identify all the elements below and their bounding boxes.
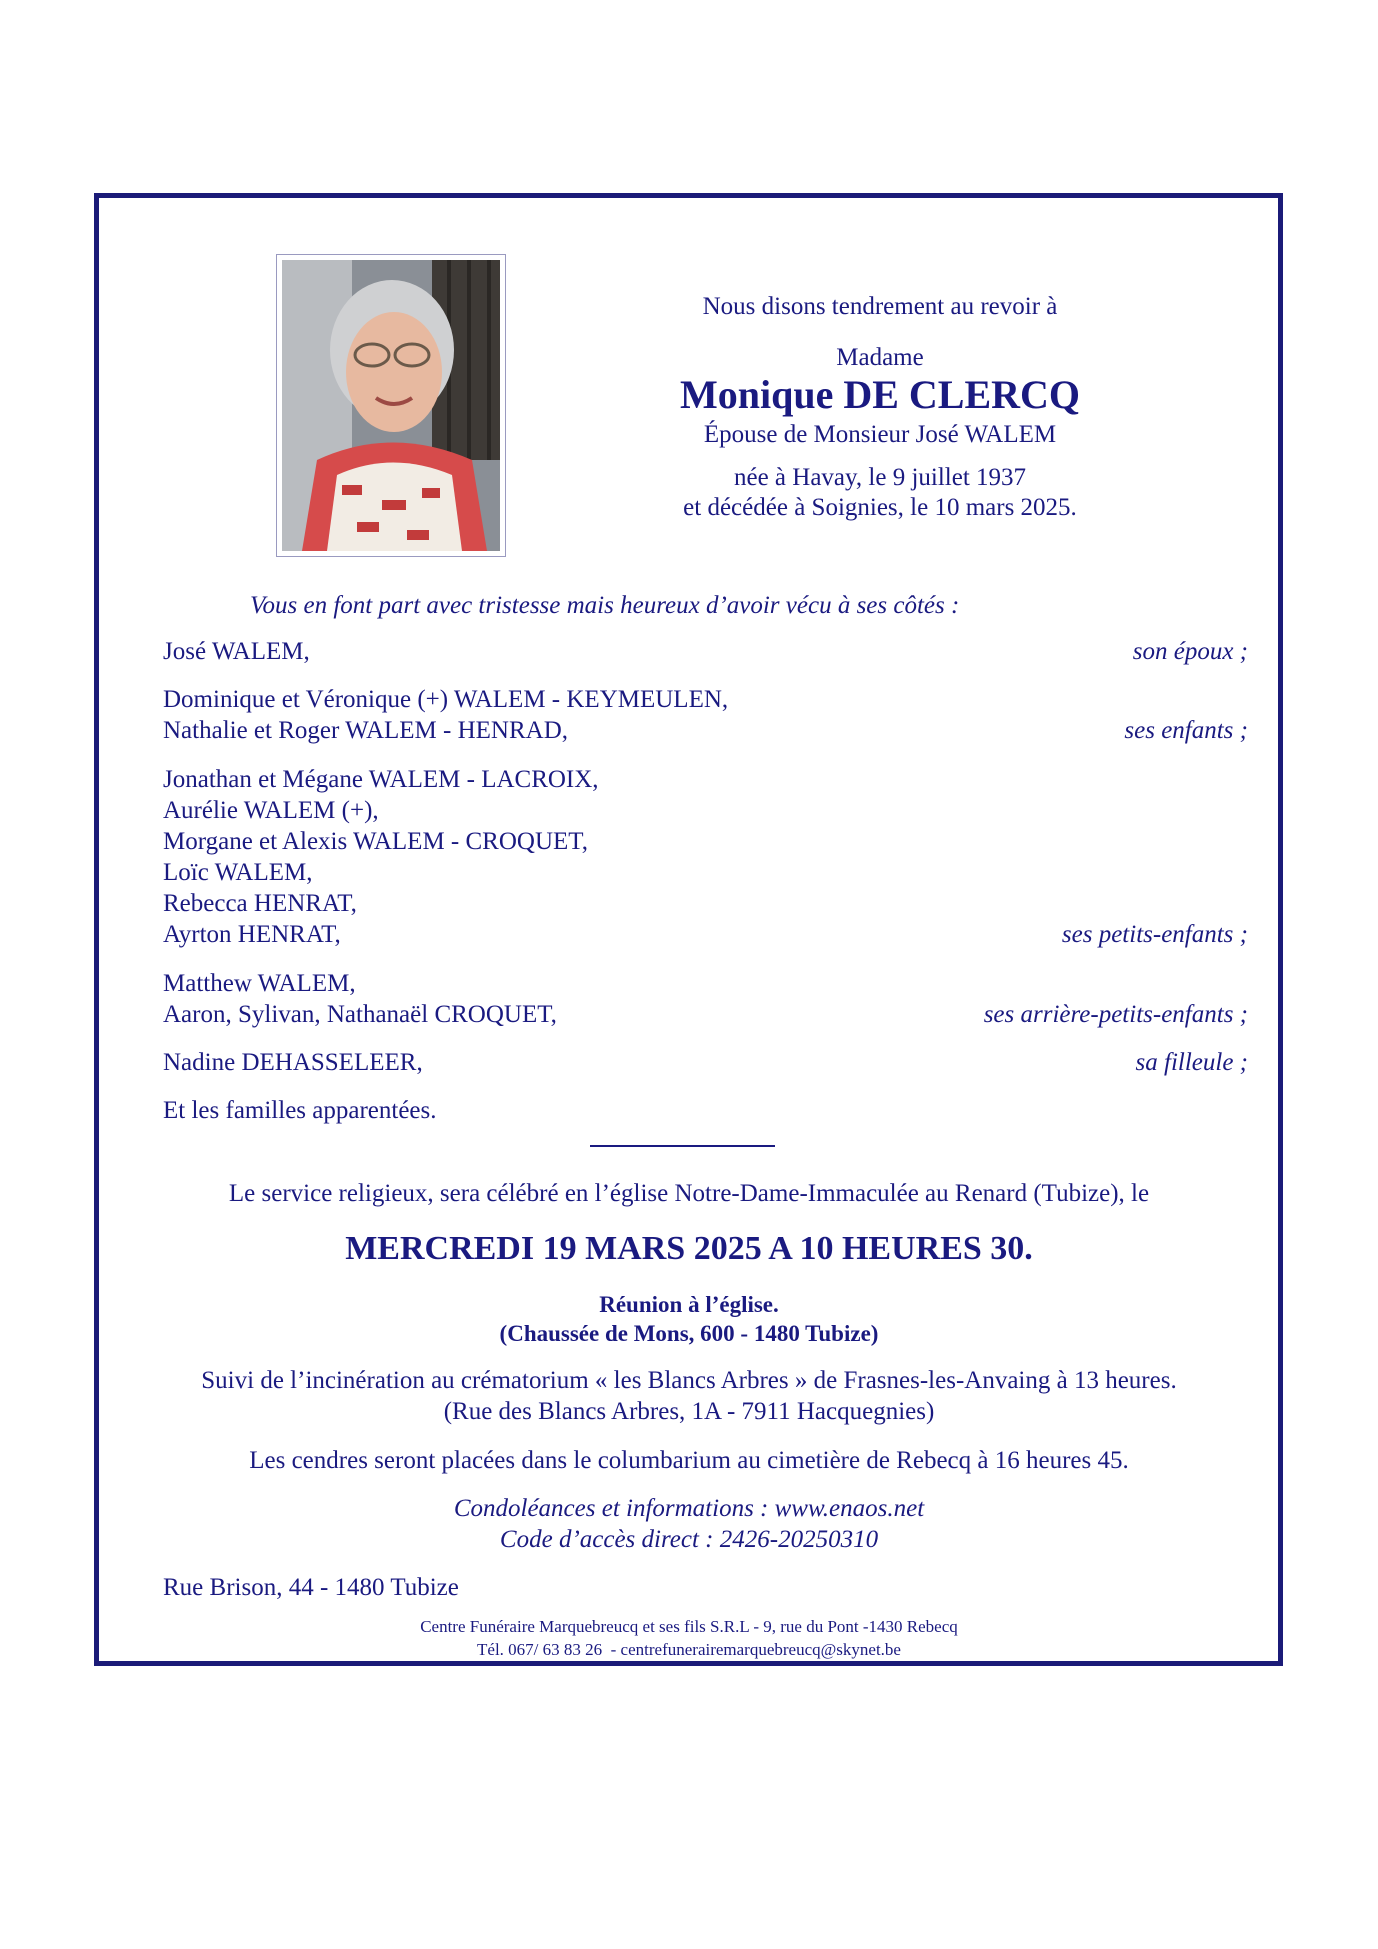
family-name: Aaron, Sylivan, Nathanaël CROQUET, — [163, 1001, 557, 1028]
funeral-home: Centre Funéraire Marquebreucq et ses fils S.R.L - 9, rue du Pont -1430 Rebecq — [420, 1617, 958, 1636]
related-families: Et les familles apparentées. — [163, 1097, 437, 1124]
relation-label: son époux ; — [1132, 638, 1248, 665]
portrait-photo — [276, 254, 506, 557]
death-line: et décédée à Soignies, le 10 mars 2025. — [683, 494, 1077, 521]
intro-line: Nous disons tendrement au revoir à — [702, 293, 1058, 320]
family-name: Loïc WALEM, — [163, 859, 313, 886]
service-date: MERCREDI 19 MARS 2025 A 10 HEURES 30. — [345, 1230, 1033, 1267]
relation-label: ses petits-enfants ; — [1061, 921, 1248, 948]
relation-label: ses enfants ; — [1124, 717, 1248, 744]
family-name: Nathalie et Roger WALEM - HENRAD, — [163, 717, 569, 744]
ashes-line: Les cendres seront placées dans le columbarium au cimetière de Rebecq à 16 heures 45. — [249, 1447, 1129, 1474]
access-code: Code d’accès direct : 2426-20250310 — [499, 1526, 879, 1553]
deceased-name: Monique DE CLERCQ — [679, 372, 1081, 417]
family-name: Dominique et Véronique (+) WALEM - KEYMEULEN, — [163, 686, 729, 713]
family-name: Jonathan et Mégane WALEM - LACROIX, — [163, 766, 599, 793]
spouse-line: Épouse de Monsieur José WALEM — [703, 421, 1057, 448]
family-name: Morgane et Alexis WALEM - CROQUET, — [163, 828, 588, 855]
funeral-home-contact: Tél. 067/ 63 83 26 - centrefunerairemarquebreucq@skynet.be — [477, 1640, 901, 1659]
cremation-address: (Rue des Blancs Arbres, 1A - 7911 Hacquegnies) — [443, 1398, 935, 1425]
separator-line — [590, 1145, 775, 1147]
service-line: Le service religieux, sera célébré en l’église Notre-Dame-Immaculée au Renard (Tubize), le — [228, 1180, 1150, 1207]
relation-label: sa filleule ; — [1135, 1049, 1248, 1076]
family-name: Aurélie WALEM (+), — [163, 797, 379, 824]
family-name: Nadine DEHASSELEER, — [163, 1049, 423, 1076]
family-name: Ayrton HENRAT, — [163, 921, 341, 948]
meeting-address: (Chaussée de Mons, 600 - 1480 Tubize) — [499, 1321, 879, 1346]
home-address: Rue Brison, 44 - 1480 Tubize — [163, 1574, 459, 1601]
cremation-line: Suivi de l’incinération au crématorium « les Blancs Arbres » de Frasnes-les-Anvaing à 13 heures. — [201, 1367, 1177, 1394]
relation-label: ses arrière-petits-enfants ; — [983, 1001, 1248, 1028]
family-name: José WALEM, — [163, 638, 310, 665]
announcement: Vous en font part avec tristesse mais heureux d’avoir vécu à ses côtés : — [250, 592, 960, 619]
family-name: Matthew WALEM, — [163, 970, 356, 997]
meeting-line: Réunion à l’église. — [599, 1292, 779, 1317]
birth-line: née à Havay, le 9 juillet 1937 — [733, 464, 1027, 491]
honorific: Madame — [836, 344, 924, 371]
condolences-line: Condoléances et informations : www.enaos.net — [453, 1495, 925, 1522]
family-name: Rebecca HENRAT, — [163, 890, 357, 917]
